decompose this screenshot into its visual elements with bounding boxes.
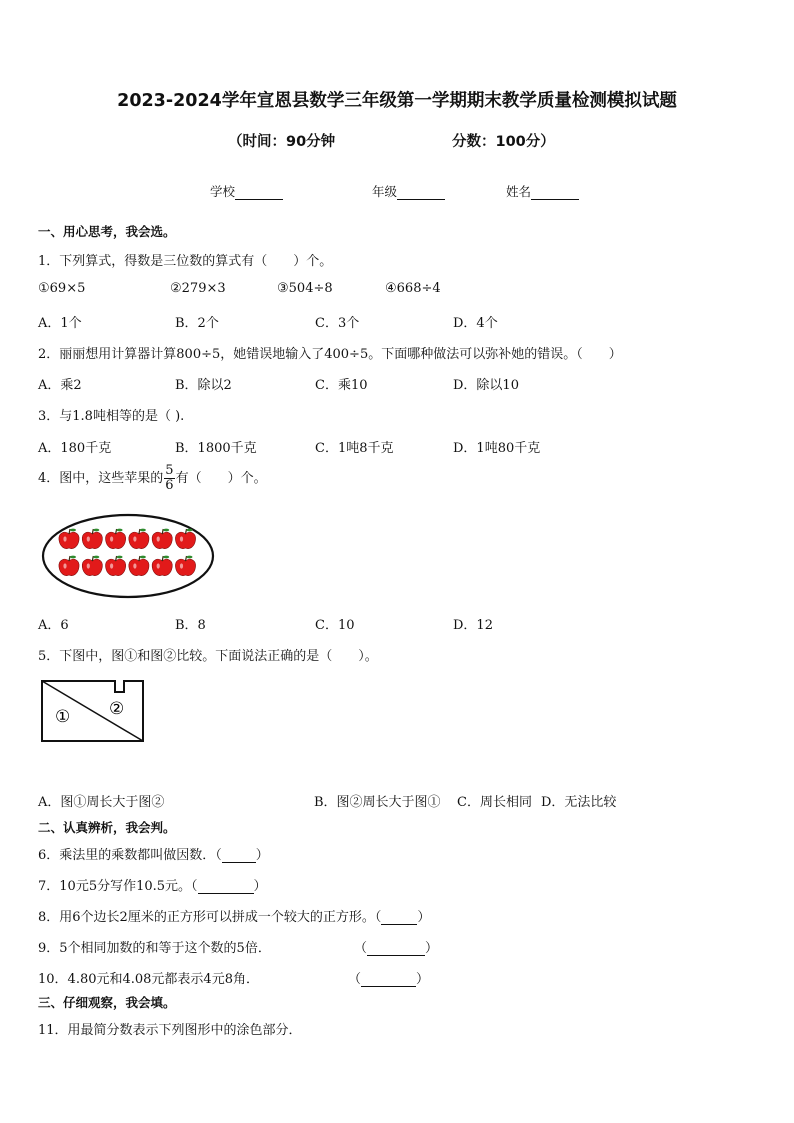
apple-icon <box>106 529 126 549</box>
q10-answer-blank <box>361 974 416 987</box>
q6-paren-close: ） <box>255 848 269 863</box>
q1-option-a: A．1个 <box>38 316 82 331</box>
q4-option-c: C．10 <box>315 618 355 633</box>
section-2-heading: 二、认真辨析，我会判。 <box>38 820 176 835</box>
question-7 <box>38 875 267 894</box>
exam-time: （时间：90分钟 <box>228 134 336 150</box>
question-2: 2．丽丽想用计算器计算800÷5，她错误地输入了400÷5。下面哪种做法可以弥补她的错误。（ ） <box>38 347 622 362</box>
q4-fraction-denominator: 6 <box>165 478 174 493</box>
q6-text: 6．乘法里的乘数都叫做因数．（ <box>38 848 222 863</box>
question-8 <box>38 906 430 925</box>
q7-answer-blank <box>198 881 254 894</box>
q4-fraction-numerator: 5 <box>165 463 174 478</box>
q8-paren-close: ） <box>417 910 431 925</box>
shape-label-2: ② <box>109 699 125 719</box>
q3-option-b: B．1800千克 <box>175 441 257 456</box>
apple-icon <box>59 529 79 549</box>
q4-fraction <box>164 464 174 493</box>
q2-option-b: B．除以2 <box>175 378 232 393</box>
q4-option-a: A．6 <box>38 618 69 633</box>
school-label: 学校 <box>210 184 236 199</box>
q7-paren-close: ） <box>253 879 267 894</box>
apple-icon <box>106 556 126 576</box>
q1-item-3: ③504÷8 <box>277 281 333 296</box>
question-11: 11．用最简分数表示下列图形中的涂色部分． <box>38 1023 302 1038</box>
q10-paren-open: （ <box>348 972 362 987</box>
q1-option-b: B．2个 <box>175 316 219 331</box>
q1-option-c: C．3个 <box>315 316 360 331</box>
name-field <box>506 182 579 200</box>
q3-option-d: D．1吨80千克 <box>453 441 541 456</box>
shape-label-1: ① <box>55 707 71 727</box>
q3-option-a: A．180千克 <box>38 441 112 456</box>
question-4 <box>38 464 267 493</box>
q1-option-d: D．4个 <box>453 316 498 331</box>
question-9: 9．5个相同加数的和等于这个数的5倍． <box>38 941 271 956</box>
q7-text: 7．10元5分写作10.5元。（ <box>38 879 198 894</box>
apple-group <box>59 529 196 576</box>
question-1: 1．下列算式，得数是三位数的算式有（ ）个。 <box>38 254 333 269</box>
q4-text-after: 有（ ）个。 <box>175 471 267 486</box>
name-blank <box>531 186 579 200</box>
q5-option-a: A．图①周长大于图② <box>38 795 165 810</box>
exam-score: 分数：100分） <box>452 134 555 150</box>
apple-icon <box>82 556 102 576</box>
apple-icon <box>82 529 102 549</box>
q3-option-c: C．1吨8千克 <box>315 441 394 456</box>
page-title: 2023-2024学年宣恩县数学三年级第一学期期末教学质量检测模拟试题 <box>117 91 677 111</box>
apple-icon <box>152 556 172 576</box>
q1-item-4: ④668÷4 <box>385 281 441 296</box>
apple-icon <box>175 556 195 576</box>
q2-option-c: C．乘10 <box>315 378 368 393</box>
apple-icon <box>152 529 172 549</box>
section-3-heading: 三、仔细观察，我会填。 <box>38 995 176 1010</box>
section-1-heading: 一、用心思考，我会选。 <box>38 224 176 239</box>
question-10: 10．4.80元和4.08元都表示4元8角． <box>38 972 259 987</box>
q5-option-c: C．周长相同 <box>457 795 532 810</box>
question-3: 3．与1.8吨相等的是（ ). <box>38 409 185 424</box>
name-label: 姓名 <box>506 184 532 199</box>
q1-item-1: ①69×5 <box>38 281 86 296</box>
q2-option-d: D．除以10 <box>453 378 519 393</box>
q8-text: 8．用6个边长2厘米的正方形可以拼成一个较大的正方形。（ <box>38 910 382 925</box>
q4-text-before: 4．图中，这些苹果的 <box>38 471 164 486</box>
q5-option-b: B．图②周长大于图① <box>314 795 441 810</box>
apple-icon <box>59 556 79 576</box>
q9-paren-open: （ <box>354 941 368 956</box>
apple-icon <box>129 529 149 549</box>
q4-option-b: B．8 <box>175 618 206 633</box>
grade-blank <box>397 186 445 200</box>
q4-option-d: D．12 <box>453 618 493 633</box>
apples-figure <box>40 512 220 602</box>
school-field <box>210 182 283 200</box>
q2-option-a: A．乘2 <box>38 378 82 393</box>
question-6 <box>38 844 269 863</box>
q10-answer <box>348 968 429 987</box>
grade-label: 年级 <box>372 184 398 199</box>
q1-item-2: ②279×3 <box>170 281 226 296</box>
apple-icon <box>175 529 195 549</box>
apple-icon <box>129 556 149 576</box>
q9-answer-blank <box>367 943 425 956</box>
q10-paren-close: ） <box>416 972 430 987</box>
q5-option-d: D．无法比较 <box>541 795 617 810</box>
grade-field <box>372 182 445 200</box>
school-blank <box>235 186 283 200</box>
question-5: 5．下图中，图①和图②比较。下面说法正确的是（ ）。 <box>38 649 378 664</box>
q8-answer-blank <box>381 912 417 925</box>
q9-answer <box>354 937 438 956</box>
q9-paren-close: ） <box>425 941 439 956</box>
shapes-figure <box>40 678 148 744</box>
q6-answer-blank <box>222 850 256 863</box>
